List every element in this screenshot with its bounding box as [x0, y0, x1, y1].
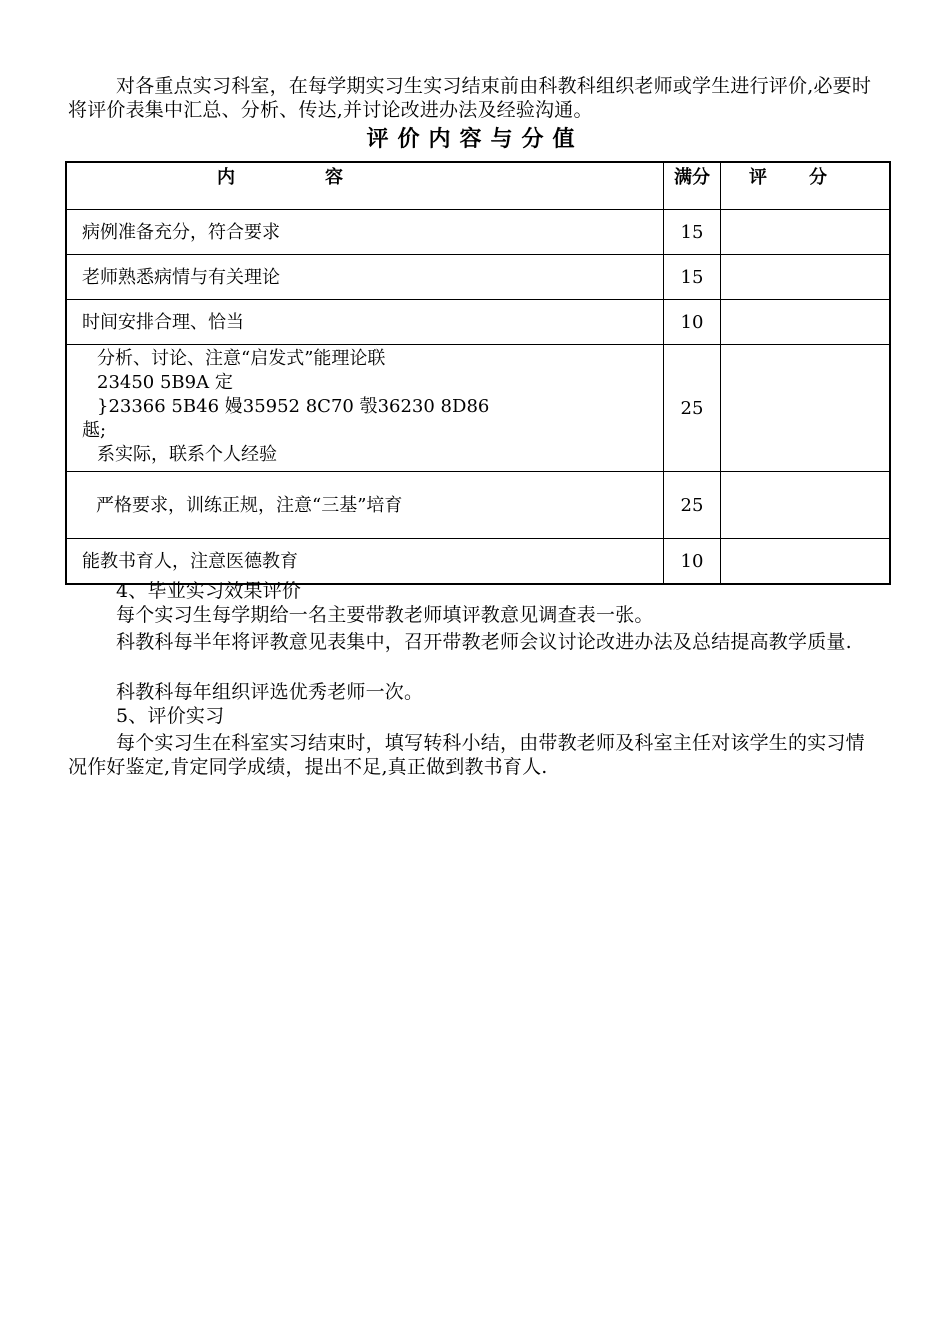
- row-score-cell[interactable]: [721, 255, 891, 300]
- body-paragraph: 每个实习生每学期给一名主要带教老师填评教意见调查表一张。: [116, 604, 654, 626]
- row-score-cell[interactable]: [721, 539, 891, 585]
- row-full-score: 25: [664, 472, 721, 539]
- table-row: [66, 255, 890, 300]
- table-header-row: [66, 162, 890, 210]
- body-paragraph: 科教科每年组织评选优秀老师一次。: [116, 681, 424, 703]
- evaluation-table: [65, 161, 891, 585]
- body-paragraph: 每个实习生在科室实习结束时，填写转科小结，由带教老师及科室主任对该学生的实习情况作好鉴定,肯定同学成绩，提出不足,真正做到教书育人.: [68, 732, 865, 778]
- header-score-char-2: 分: [809, 167, 827, 188]
- header-score-char-1: 评: [749, 167, 767, 188]
- header-content: [66, 162, 664, 210]
- row-content: 能教书育人，注意医德教育: [66, 539, 664, 585]
- table-row: [66, 345, 890, 472]
- row-content: [66, 345, 664, 472]
- section-heading-4: 4、毕业实习效果评价: [116, 580, 302, 602]
- row-full-score: 15: [664, 255, 721, 300]
- header-full-score: 满分: [664, 162, 721, 210]
- table-row: [66, 472, 890, 539]
- row-full-score: 15: [664, 210, 721, 255]
- table-row: [66, 300, 890, 345]
- row-score-cell[interactable]: [721, 210, 891, 255]
- table-row: [66, 539, 890, 585]
- row-content-line: 分析、讨论、注意“启发式”能理论联: [97, 348, 386, 369]
- row-full-score: 25: [664, 345, 721, 472]
- row-full-score: 10: [664, 539, 721, 585]
- row-score-cell[interactable]: [721, 345, 891, 472]
- section-heading-5: 5、评价实习: [116, 705, 225, 727]
- row-content-line: }23366 5B46 嫚35952 8C70 彀36230 8D86: [97, 396, 490, 417]
- row-score-cell[interactable]: [721, 472, 891, 539]
- intro-paragraph: 对各重点实习科室，在每学期实习生实习结束前由科教科组织老师或学生进行评价,必要时将评价表集中汇总、分析、传达,并讨论改进办法及经验沟通。: [68, 75, 872, 121]
- header-content-char-1: 内: [217, 167, 235, 188]
- row-full-score: 10: [664, 300, 721, 345]
- header-content-char-2: 容: [325, 167, 343, 188]
- table-row: [66, 210, 890, 255]
- body-paragraph: 科教科每半年将评教意见表集中，召开带教老师会议讨论改进办法及总结提高教学质量.: [116, 631, 852, 653]
- row-content: 时间安排合理、恰当: [66, 300, 664, 345]
- row-content: 严格要求，训练正规，注意“三基”培育: [66, 472, 664, 539]
- row-content-line: 系实际，联系个人经验: [97, 444, 277, 465]
- row-content: 老师熟悉病情与有关理论: [66, 255, 664, 300]
- table-title: 评价内容与分值: [366, 127, 584, 152]
- row-content-line: 趆;: [82, 420, 107, 441]
- row-content: 病例准备充分，符合要求: [66, 210, 664, 255]
- row-content-line: 23450 5B9A 定: [97, 372, 233, 393]
- row-score-cell[interactable]: [721, 300, 891, 345]
- header-score: [721, 162, 891, 210]
